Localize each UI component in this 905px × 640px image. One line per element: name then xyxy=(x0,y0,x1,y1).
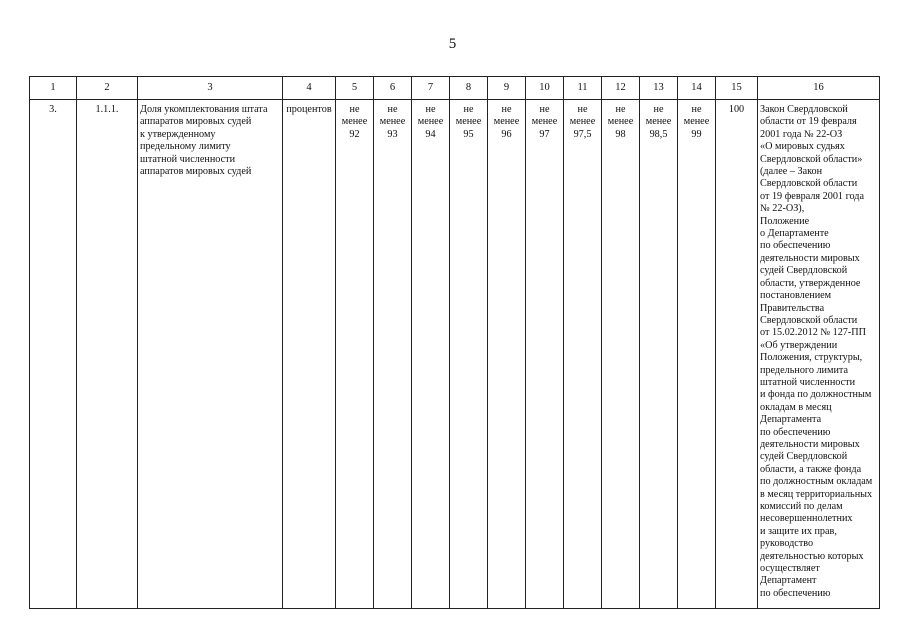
text-line: 94 xyxy=(425,128,436,140)
text-line: судей Свердловской xyxy=(760,265,848,277)
text-line: 92 xyxy=(349,128,360,140)
column-number: 12 xyxy=(602,77,640,100)
target-value xyxy=(336,100,374,609)
target-value xyxy=(678,100,716,609)
text-line: не xyxy=(577,104,588,115)
text-line: окладам в месяц xyxy=(760,401,832,413)
column-number: 6 xyxy=(374,77,412,100)
text-line: к утвержденному xyxy=(140,128,216,140)
text-line: менее xyxy=(417,116,444,128)
text-line: менее xyxy=(607,116,634,128)
text-line: менее xyxy=(493,116,520,128)
text-line: области, а также фонда xyxy=(760,463,862,475)
target-value xyxy=(450,100,488,609)
text-line: менее xyxy=(455,116,482,128)
text-line: Свердловской области xyxy=(760,314,858,326)
text-line: Правительства xyxy=(760,302,825,314)
target-value xyxy=(640,100,678,609)
page-number: 5 xyxy=(448,36,457,52)
text-line: «Об утверждении xyxy=(760,339,838,351)
text-line: руководство xyxy=(760,538,814,550)
text-line: постановлением xyxy=(760,290,832,302)
text-line: менее xyxy=(645,116,672,128)
text-line: в месяц территориальных xyxy=(760,488,873,500)
text-line: Доля укомплектования штата xyxy=(140,104,268,115)
text-line: предельного лимита xyxy=(760,364,849,376)
text-line: Свердловской области» xyxy=(760,153,863,165)
item-code: 1.1.1. xyxy=(77,100,138,609)
column-number: 10 xyxy=(526,77,564,100)
text-line: области от 19 февраля xyxy=(760,116,857,128)
text-line: менее xyxy=(683,116,710,128)
column-number: 15 xyxy=(716,77,758,100)
text-line: 2001 года № 22-ОЗ xyxy=(760,128,843,140)
target-value-final: 100 xyxy=(716,100,758,609)
text-line: не xyxy=(653,104,664,115)
text-line: осуществляет xyxy=(760,563,820,575)
text-line: судей Свердловской xyxy=(760,451,848,463)
text-line: не xyxy=(615,104,626,115)
text-line: по обеспечению xyxy=(760,240,831,252)
text-line: аппаратов мировых судей xyxy=(140,166,252,178)
text-line: штатной численности xyxy=(140,153,236,165)
text-line: (далее – Закон xyxy=(760,166,823,178)
indicator-table xyxy=(29,76,880,609)
text-line: деятельностью которых xyxy=(760,550,864,562)
text-line: по должностным окладам xyxy=(760,476,873,488)
text-line: менее xyxy=(531,116,558,128)
unit-of-measure: процентов xyxy=(283,100,336,609)
text-line: не xyxy=(425,104,436,115)
text-line: и фонда по должностным xyxy=(760,389,872,401)
legal-basis xyxy=(758,100,880,609)
target-value xyxy=(412,100,450,609)
column-number: 9 xyxy=(488,77,526,100)
text-line: предельному лимиту xyxy=(140,141,231,153)
column-number: 5 xyxy=(336,77,374,100)
text-line: деятельности мировых xyxy=(760,252,860,264)
text-line: несовершеннолетних xyxy=(760,513,853,525)
text-line: Положение xyxy=(760,215,810,227)
text-line: 95 xyxy=(463,128,474,140)
column-number: 16 xyxy=(758,77,880,100)
text-line: Закон Свердловской xyxy=(760,104,848,115)
target-value xyxy=(374,100,412,609)
target-value xyxy=(602,100,640,609)
column-number: 8 xyxy=(450,77,488,100)
text-line: не xyxy=(387,104,398,115)
text-line: по обеспечению xyxy=(760,426,831,438)
column-number: 3 xyxy=(138,77,283,100)
column-number: 4 xyxy=(283,77,336,100)
text-line: Департамент xyxy=(760,575,817,587)
text-line: менее xyxy=(341,116,368,128)
column-number: 13 xyxy=(640,77,678,100)
text-line: Департамента xyxy=(760,414,822,426)
text-line: не xyxy=(691,104,702,115)
text-line: 93 xyxy=(387,128,398,140)
indicator-name xyxy=(138,100,283,609)
column-number: 11 xyxy=(564,77,602,100)
text-line: по обеспечению xyxy=(760,587,831,599)
text-line: не xyxy=(463,104,474,115)
text-line: менее xyxy=(569,116,596,128)
text-line: и защите их прав, xyxy=(760,525,837,537)
text-line: от 19 февраля 2001 года xyxy=(760,190,864,202)
column-number: 1 xyxy=(30,77,77,100)
target-value xyxy=(564,100,602,609)
text-line: «О мировых судьях xyxy=(760,141,845,153)
text-line: № 22-ОЗ), xyxy=(760,203,805,215)
row-number: 3. xyxy=(30,100,77,609)
text-line: 97 xyxy=(539,128,550,140)
target-value xyxy=(526,100,564,609)
table-row xyxy=(30,100,880,609)
column-number: 2 xyxy=(77,77,138,100)
text-line: комиссий по делам xyxy=(760,501,843,512)
text-line: области, утвержденное xyxy=(760,277,861,289)
text-line: не xyxy=(501,104,512,115)
text-line: не xyxy=(539,104,550,115)
text-line: 97,5 xyxy=(573,128,592,140)
text-line: аппаратов мировых судей xyxy=(140,116,252,128)
text-line: менее xyxy=(379,116,406,128)
text-line: 96 xyxy=(501,128,512,140)
text-line: 99 xyxy=(691,128,702,140)
text-line: Положения, структуры, xyxy=(760,352,863,364)
target-value xyxy=(488,100,526,609)
column-number: 14 xyxy=(678,77,716,100)
column-number: 7 xyxy=(412,77,450,100)
text-line: Свердловской области xyxy=(760,178,858,190)
text-line: о Департаменте xyxy=(760,228,829,240)
text-line: от 15.02.2012 № 127-ПП xyxy=(760,327,867,339)
text-line: штатной численности xyxy=(760,376,856,388)
text-line: деятельности мировых xyxy=(760,438,860,450)
column-number-row xyxy=(30,77,880,100)
text-line: 98,5 xyxy=(649,128,668,140)
text-line: 98 xyxy=(615,128,626,140)
text-line: не xyxy=(349,104,360,115)
